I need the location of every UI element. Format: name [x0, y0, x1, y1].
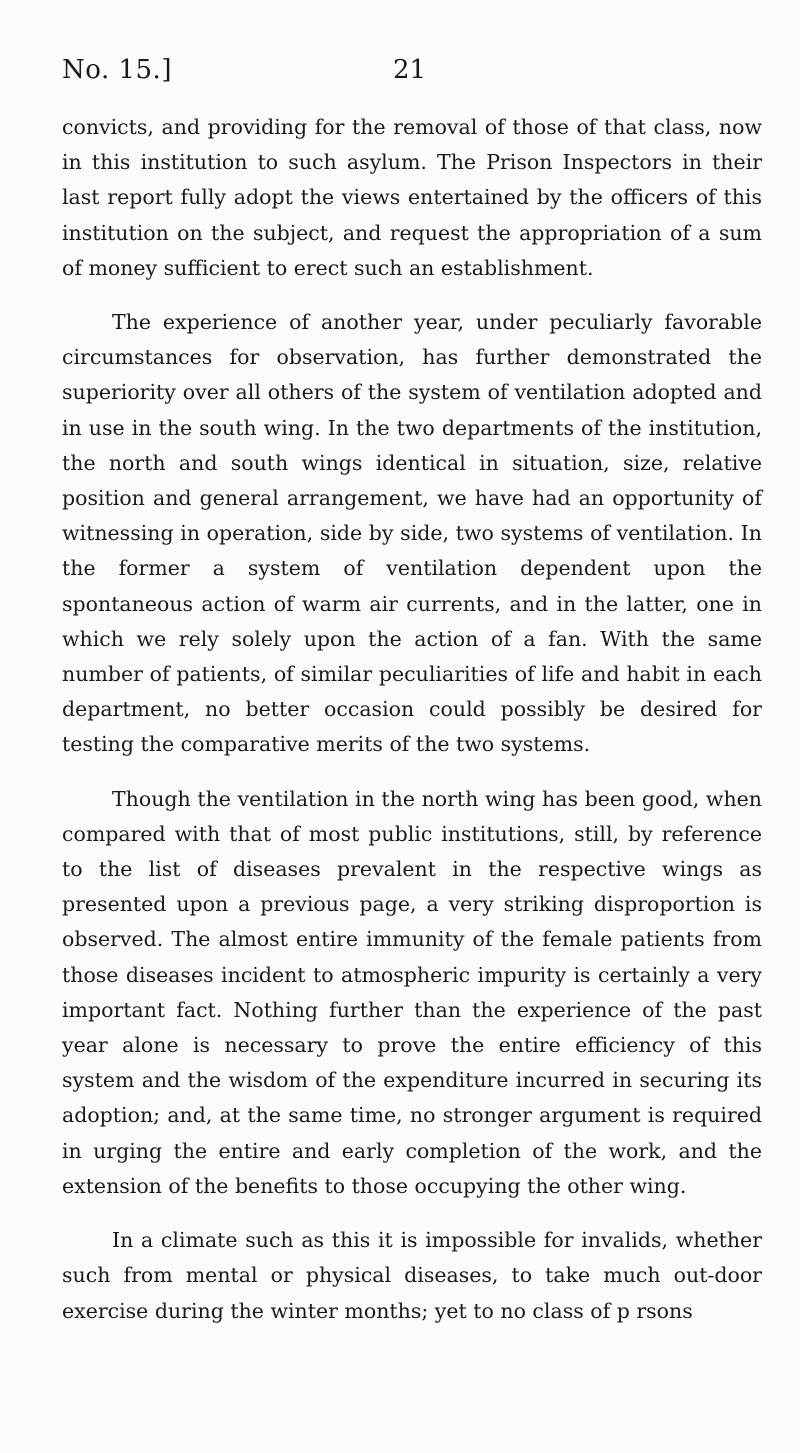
- body-text: [62, 110, 762, 1329]
- paragraph-text: convicts, and providing for the removal of those of that class, now in this institution to such asylum. The Prison Inspectors in their last report fully adopt the views entertained by the officers of this institution on the subject, and request the appropriation of a sum of money sufficient to erect such an establishment.: [62, 115, 762, 280]
- paragraph-ventilation-experience: [62, 305, 762, 763]
- paragraph-climate: [62, 1223, 762, 1329]
- page-number: 21: [393, 55, 427, 85]
- paragraph-north-wing: [62, 782, 762, 1204]
- paragraph-text: Though the ventilation in the north wing has been good, when compared with that of most public institutions, still, by reference to the list of diseases prevalent in the respective wings as presented upon a previous page, a very striking disproportion is observed. The almost entire immunity of the female patients from those diseases incident to atmospheric impurity is certainly a very important fact. Nothing further than the experience of the past year alone is necessary to prove the entire efficiency of this system and the wisdom of the expenditure incurred in securing its adoption; and, at the same time, no stronger argument is required in urging the entire and early completion of the work, and the extension of the benefits to those occupying the other wing.: [62, 786, 762, 1198]
- page-header: [62, 55, 742, 95]
- paragraph-text: The experience of another year, under peculiarly favorable circumstances for observation, has further demonstrated the superiority over all others of the system of ventilation adopted and in use in the south wing. In the two departments of the institution, the north and south wings identical in situation, size, relative position and general arrangement, we have had an opportunity of witnessing in operation, side by side, two systems of ventilation. In the former a system of ventilation dependent upon the spontaneous action of warm air currents, and in the latter, one in which we rely solely upon the action of a fan. With the same number of patients, of similar peculiarities of life and habit in each department, no better occasion could possibly be desired for testing the comparative merits of the two systems.: [62, 310, 762, 757]
- paragraph-continuation: [62, 110, 762, 286]
- paragraph-text: In a climate such as this it is impossible for invalids, whether such from mental or physical diseases, to take much out-door exercise during the winter months; yet to no class of p rsons: [62, 1228, 762, 1323]
- document-series-number: No. 15.]: [62, 55, 172, 85]
